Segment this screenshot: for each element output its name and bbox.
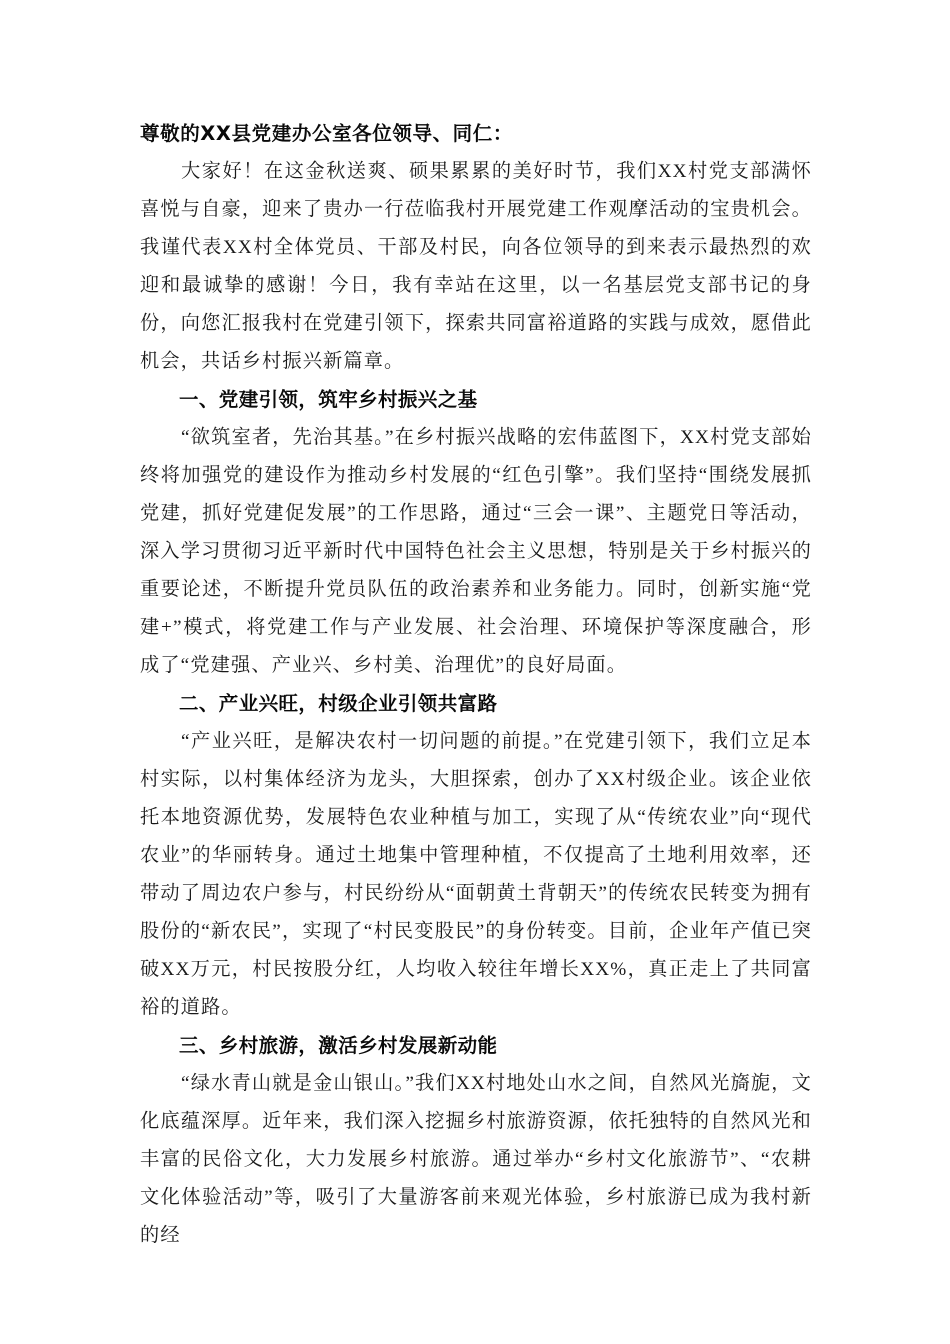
paragraph-section-3: “绿水青山就是金山银山。”我们XX村地处山水之间，自然风光旖旎，文化底蕴深厚。近年来，我们深入挖掘乡村旅游资源，依托独特的自然风光和丰富的民俗文化，大力发展乡村旅游。通过举办“乡村文化旅游节”、“农耕文化体验活动”等，吸引了大量游客前来观光体验，乡村旅游已成为我村新的经 <box>140 1073 812 1246</box>
section-heading-1: 一、党建引领，筑牢乡村振兴之基 <box>179 388 478 411</box>
section-heading-2: 二、产业兴旺，村级企业引领共富路 <box>179 692 498 715</box>
document-text-column <box>140 115 812 1255</box>
paragraph-section-2: “产业兴旺，是解决农村一切问题的前提。”在党建引领下，我们立足本村实际，以村集体经济为龙头，大胆探索，创办了XX村级企业。该企业依托本地资源优势，发展特色农业种植与加工，实现了从“传统农业”向“现代农业”的华丽转身。通过土地集中管理种植，不仅提高了土地利用效率，还带动了周边农户参与，村民纷纷从“面朝黄土背朝天”的传统农民转变为拥有股份的“新农民”，实现了“村民变股民”的身份转变。目前，企业年产值已突破XX万元，村民按股分红，人均收入较往年增长XX%，真正走上了共同富裕的道路。 <box>140 731 812 1018</box>
paragraph-section-1: “欲筑室者，先治其基。”在乡村振兴战略的宏伟蓝图下，XX村党支部始终将加强党的建设作为推动乡村发展的“红色引擎”。我们坚持“围绕发展抓党建，抓好党建促发展”的工作思路，通过“三会一课”、主题党日等活动，深入学习贯彻习近平新时代中国特色社会主义思想，特别是关于乡村振兴的重要论述，不断提升党员队伍的政治素养和业务能力。同时，创新实施“党建+”模式，将党建工作与产业发展、社会治理、环境保护等深度融合，形成了“党建强、产业兴、乡村美、治理优”的良好局面。 <box>140 427 812 676</box>
paragraph-intro: 大家好！在这金秋送爽、硕果累累的美好时节，我们XX村党支部满怀喜悦与自豪，迎来了贵办一行莅临我村开展党建工作观摩活动的宝贵机会。我谨代表XX村全体党员、干部及村民，向各位领导的到来表示最热烈的欢迎和最诚挚的感谢！今日，我有幸站在这里，以一名基层党支部书记的身份，向您汇报我村在党建引领下，探索共同富裕道路的实践与成效，愿借此机会，共话乡村振兴新篇章。 <box>140 161 812 372</box>
document-salutation: 尊敬的XX县党建办公室各位领导、同仁： <box>140 122 513 145</box>
section-heading-3: 三、乡村旅游，激活乡村发展新动能 <box>179 1034 498 1057</box>
